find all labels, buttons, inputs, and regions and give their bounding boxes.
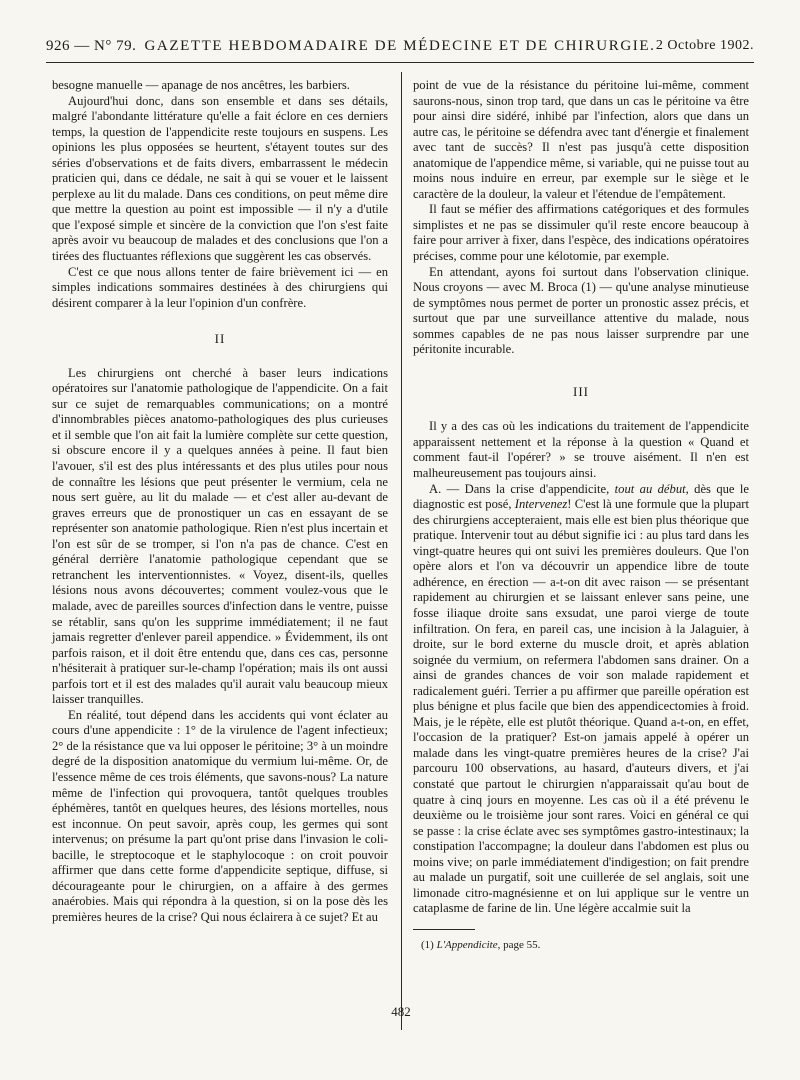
paragraph: En attendant, ayons foi surtout dans l'observation clinique. Nous croyons — avec M. Broca (1) — qu'une analyse minutieuse de symptômes nous permet de porter un pronostic assez précis, et surtout que par une surveillance attentive du malade, nous sommes capables de ne pas nous laisser surprendre par une péritonite incurable. [413, 264, 749, 357]
paragraph: Aujourd'hui donc, dans son ensemble et dans ses détails, malgré l'abondante littérature qu'elle a fait éclore en ces derniers temps, la question de l'appendicite reste toujours en suspens. Les opinions les plus opposées se heurtent, s'étayent toutes sur des séries d'observations et de faits divers, embarrassent le médecin praticien qui, dans ce dédale, ne sait à qui se vouer et le laissent perplexe au lit du malade. Dans ces conditions, on peut même dire que mettre la question au point est impossible — il n'y a d'utile que l'exposé simple et sincère de la conviction que l'on s'est faite après avoir vu beaucoup de malades et des conclusions que l'on a tirées des fluctuantes réflexions que suggèrent les cas observés. [52, 93, 388, 264]
italic-run: Intervenez [514, 497, 568, 512]
paragraph: Il faut se méfier des affirmations catégoriques et des formules simplistes et ne pas se dissimuler qu'il reste encore beaucoup à faire pour arriver à fixer, dans l'espèce, des indications opératoires précises, comme pour une kélotomie, par exemple. [413, 202, 749, 264]
paragraph-a [413, 482, 749, 917]
paragraph: Les chirurgiens ont cherché à baser leurs indications opératoires sur l'anatomie pathologique de l'appendicite. On a fait sur ce sujet de remarquables communications; on a montré d'innombrables pièces anatomo-pathologiques des plus curieuses et il semble que l'on ait fait la lumière complète sur cette question, si obscure encore il y a quelques années à peine. Il faut bien l'avouer, s'il est des plus intéressants et des plus utiles pour nous de connaître les lésions que peut présenter le vermium, cela ne nous sert guère, au lit du malade — et c'est aller au-devant de graves erreurs que de pronostiquer un cas en essayant de se représenter son anatomie pathologique. Rien n'est plus incertain et l'on est sûr de se tromper, si l'on n'a pas de chance. C'est en général derrière l'anatomie pathologique cependant que se retranchent les interventionnistes. « Voyez, disent-ils, quelles lésions nous avons découvertes; comment voulez-vous que le malade, avec de pareilles sources d'infection dans le ventre, puisse se rétablir, sans qu'on les supprime immédiatement; il ne faut jamais regretter d'enlever pareil appendice. » Évidemment, ils ont parfois raison, et il doit être entendu que, dans ces cas, personne n'hésiterait à pratiquer sur-le-champ l'opération; mais ils ont aussi parfois tort et il est des malades qu'il aurait valu beaucoup mieux laisser tranquilles. [52, 365, 388, 707]
running-header [46, 38, 754, 58]
paragraph: C'est ce que nous allons tenter de faire brièvement ici — en simples indications sommaires destinées à des chirurgiens qui désirent comparer à la leur l'opinion d'un confrère. [52, 264, 388, 310]
footnote-number: (1) [421, 938, 437, 951]
text-run: ! C'est là une formule que la plupart des chirurgiens accepteraient, mais elle est bien plus théorique que pratique. Intervenir tout au début signifie ici : au plus tard dans les vingt-quatre heures qui ont suivi les premières douleurs. Que l'on opère alors et l'on va découvrir un appendice libre de toute adhérence, en érection — a-t-on dit avec raison — se présentant rapidement au chirurgien et se laissant enlever sans peine, une fosse iliaque droite sans exsudat, une paroi vierge de toute infiltration. On fera, en pareil cas, une incision à la Jalaguier, à droite, sur le bord externe du muscle droit, et après ablation soignée du vermium, on refermera l'abdomen sans drainer. On a ainsi de grandes chances de voir son malade rapidement et radicalement guéri. Terrier a pu affirmer que pareille opération est plus bénigne et plus facile que bien des appendicectomies à froid. Mais, je le répète, elle est plutôt théorique. Quand a-t-on, en effet, l'occasion de la pratiquer? Est-on jamais appelé à opérer un malade dans les vingt-quatre premières heures de la crise? J'ai parcouru 100 observations, au hasard, d'auteurs divers, et j'ai constaté que partout le chirurgien n'apparaissait qu'au bout de quatre à cinq jours en moyenne. Les cas où il a été prévenu le deuxième ou le troisième jour sont rares. Voici en général ce qui se passe : la crise éclate avec ses symptômes gastro-intestinaux; la constipation l'accompagne; la douleur dans l'abdomen est plus ou moins vive; on parle immédiatement d'indigestion; on fait prendre au malade un purgatif, soit une cuillerée de sel anglais, soit une limonade citro-magnésienne et on lui applique sur le ventre un cataplasme de farine de lin. Une légère accalmie suit la [413, 497, 749, 916]
header-issue: 926 — N° 79. [46, 38, 137, 54]
header-journal-title: GAZETTE HEBDOMADAIRE DE MÉDECINE ET DE CHIRURGIE. [144, 38, 656, 54]
footnote-title: L'Appendicite [436, 938, 498, 951]
paragraph: En réalité, tout dépend dans les accidents qui vont éclater au cours d'une appendicite : 1° de la virulence de l'agent infectieux; 2° de la résistance que va lui opposer le péritoine; 3° à un moindre degré de la disposition anatomique du vermium lui-même. Or, de l'essence même de ces trois éléments, que savons-nous? La nature même de l'infection qui provoquera, tantôt quelques troubles éphémères, tantôt en quelques heures, des lésions mortelles, nous est inconnue. On peut savoir, après coup, les germes qui sont intervenus; on présume la part qu'ont prise dans l'invasion le coli-bacille, le streptocoque et le staphylocoque : on croit pouvoir affirmer que dans cette forme d'appendicite septique, diffuse, si décourageante pour le chirurgien, on a affaire à des germes anaérobies. Mais qui répondra à la question, si on la pose dès les premières heures de la crise? Qui nous éclairera à ce sujet? Et au [52, 707, 388, 924]
footnote-page: , page 55. [497, 938, 541, 951]
italic-run: tout au début [614, 481, 686, 496]
header-rule [46, 62, 754, 63]
paragraph: Il y a des cas où les indications du traitement de l'appendicite apparaissent nettement et la réponse à la question « Quand et comment faut-il l'opérer? » se trouve aisément. Il n'en est malheureusement pas toujours ainsi. [413, 419, 749, 481]
section-heading-iii: III [573, 383, 589, 399]
text-run: A. — Dans la crise d'appendicite, [429, 481, 615, 496]
header-date: 2 Octobre 1902. [655, 38, 754, 53]
folio: 482 [391, 1004, 411, 1019]
paragraph: point de vue de la résistance du péritoine lui-même, comment saurons-nous, sinon trop tard, que dans un cas le péritoine va être pour ainsi dire sidéré, inhibé par l'infection, alors que dans un autre cas, le péritoine se défendra avec tant d'énergie et finalement avec tant de succès? Il n'est pas jusqu'à cette disposition anatomique de l'appendice même, si variable, qui ne puisse tout au moins nous induire en erreur, par exemple sur le siège et le caractère de la douleur, la valeur et l'étendue de l'empâtement. [413, 78, 749, 201]
footnote-rule [413, 929, 475, 930]
section-heading-ii: II [214, 331, 226, 347]
text-run: , dès que le diagnostic est posé, [413, 481, 749, 512]
footnote [413, 938, 749, 954]
left-column [52, 78, 388, 925]
paragraph: besogne manuelle — apanage de nos ancêtres, les barbiers. [52, 78, 350, 92]
right-column [413, 78, 749, 953]
column-divider [401, 72, 402, 1030]
